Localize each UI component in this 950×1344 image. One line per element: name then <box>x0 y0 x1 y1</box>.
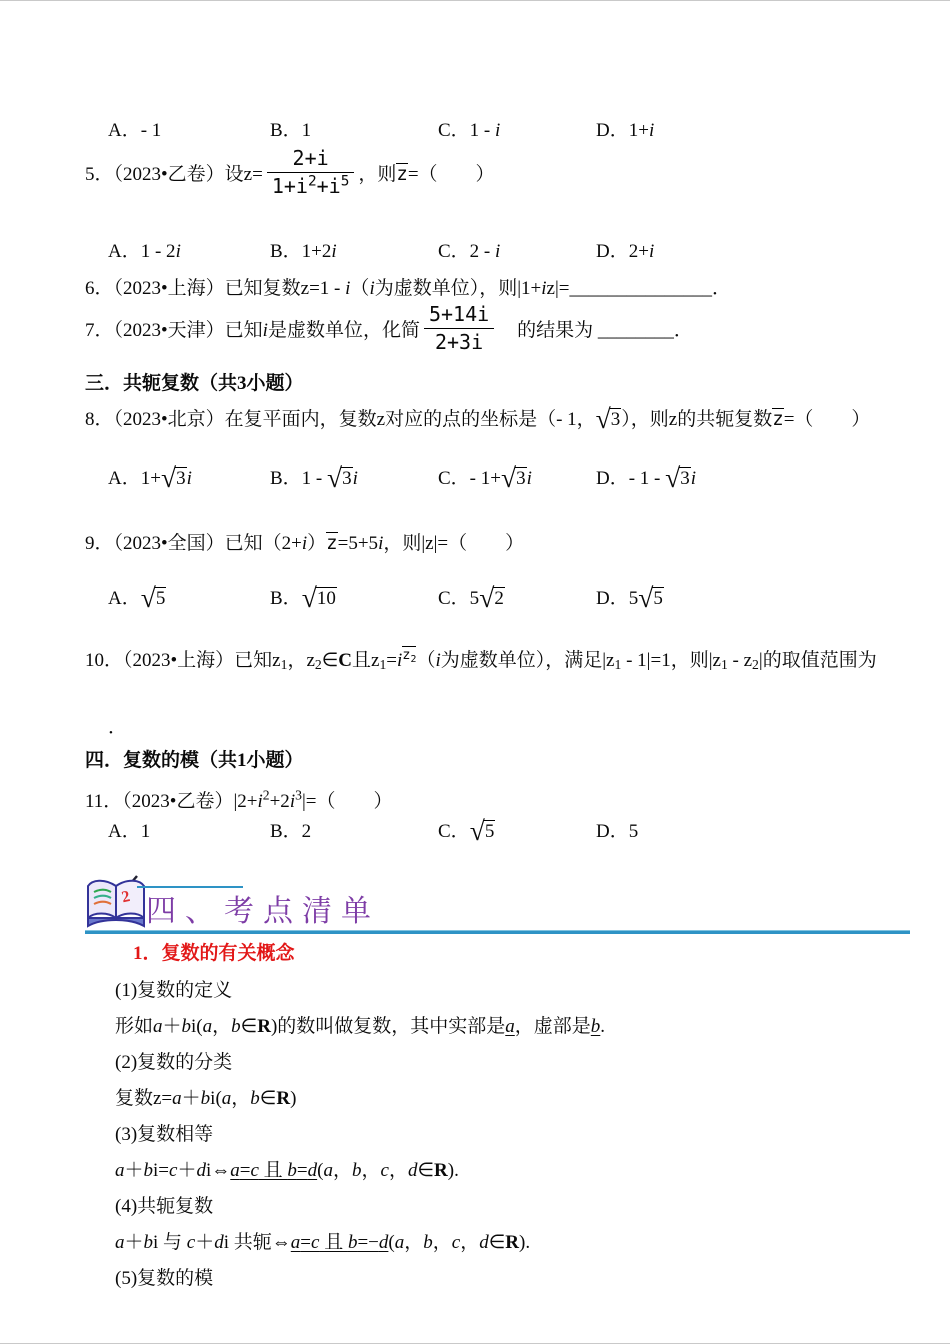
option-d: D．1+i <box>596 120 655 141</box>
question-7 <box>85 302 693 355</box>
question-5-text: 5．（2023•乙卷）设z= <box>85 164 263 185</box>
fraction-denominator: $1+i^2+i^5$ <box>271 173 350 198</box>
fraction-numerator: 5+14i <box>424 302 494 329</box>
option-d: D．2+i <box>596 241 655 262</box>
option-b: B．1+2i <box>270 241 337 262</box>
option-d: D．- 1 - √3i <box>596 462 697 493</box>
option-c: C．2 - i <box>438 241 501 262</box>
banner-title: 四、考点清单 <box>146 895 380 928</box>
kp-line-3: (2)复数的分类 <box>115 1052 233 1073</box>
option-a: A．1 - 2i <box>108 241 181 262</box>
kp-line-4: 复数z=a＋bi(a，b∈R) <box>115 1088 297 1109</box>
section-heading-3: 三．共轭复数（共3小题） <box>85 373 304 394</box>
options-row-q4 <box>108 115 654 142</box>
question-7-text: 7．（2023•天津）已知i是虚数单位，化简 <box>85 320 420 341</box>
section-heading-4: 四．复数的模（共1小题） <box>85 750 304 771</box>
fraction-denominator: 2+3i <box>434 330 484 354</box>
kp-line-6: a＋bi=c＋di⇔a=c 且 b=d(a，b，c，d∈R). <box>115 1160 459 1181</box>
option-c: C．5√2 <box>438 582 504 613</box>
option-d: D．5√5 <box>596 582 663 613</box>
option-d: D．5 <box>596 821 639 842</box>
options-row-q11 <box>108 815 639 846</box>
page-top-edge <box>0 0 950 1</box>
question-7-tail: 的结果为 ________． <box>498 320 693 341</box>
kp-line-8: a＋bi 与 c＋di 共轭⇔a=c 且 b=−d(a，b，c，d∈R). <box>115 1232 531 1253</box>
question-5 <box>85 146 495 199</box>
fraction-numerator: 2+i <box>267 146 355 173</box>
option-a: A．√5 <box>108 582 166 613</box>
option-c: C．√5 <box>438 815 495 846</box>
option-c: C．- 1+√3i <box>438 462 532 493</box>
option-b: B．1 - √3i <box>270 462 358 493</box>
option-a: A．- 1 <box>108 120 162 141</box>
question-5-tail: ，则z=（ ） <box>358 163 495 185</box>
svg-text:2: 2 <box>120 887 132 907</box>
question-10: 10．（2023•上海）已知$z_1$，$z_2\in C$且$z_1=i^{z_2}(i$为虚数单位），满足$|z_1 - 1|=1$，则$|z_1 - z_2|$的取值范围为 <box>85 646 877 672</box>
question-6: 6．（2023•上海）已知复数z=1 - i（i为虚数单位），则|1+iz|=_______________． <box>85 278 731 299</box>
kp-line-2: 形如a＋bi(a，b∈R)的数叫做复数，其中实部是a，虚部是b. <box>115 1016 606 1037</box>
options-row-q9 <box>108 582 664 613</box>
kp-line-5: (3)复数相等 <box>115 1124 214 1145</box>
kp-line-7: (4)共轭复数 <box>115 1196 214 1217</box>
open-book-icon <box>80 874 154 936</box>
option-b: B．2 <box>270 821 312 842</box>
option-c: C．1 - i <box>438 120 501 141</box>
question-9: 9．（2023•全国）已知（2+i）z=5+5i，则|z|=（ ） <box>85 532 525 554</box>
banner-bottom-rule <box>85 930 910 934</box>
option-a: A．1+√3i <box>108 462 192 493</box>
kp-line-1: (1)复数的定义 <box>115 980 233 1001</box>
option-b: B．1 <box>270 120 312 141</box>
kp-line-9: (5)复数的模 <box>115 1268 214 1289</box>
options-row-q8 <box>108 462 697 493</box>
fraction <box>267 146 355 199</box>
option-a: A．1 <box>108 821 151 842</box>
question-8: 8．（2023•北京）在复平面内，复数z对应的点的坐标是（- 1，√3），则z的共轭复数z=（ ） <box>85 403 871 434</box>
option-b: B．√10 <box>270 582 336 613</box>
question-11: 11．（2023•乙卷）$|2+i^2+2i^3|=$（ ） <box>85 787 393 812</box>
options-row-q5 <box>108 236 654 263</box>
fraction <box>424 302 494 355</box>
knowledge-point-title: 1．复数的有关概念 <box>133 943 295 964</box>
question-10-continuation: ． <box>108 717 128 738</box>
